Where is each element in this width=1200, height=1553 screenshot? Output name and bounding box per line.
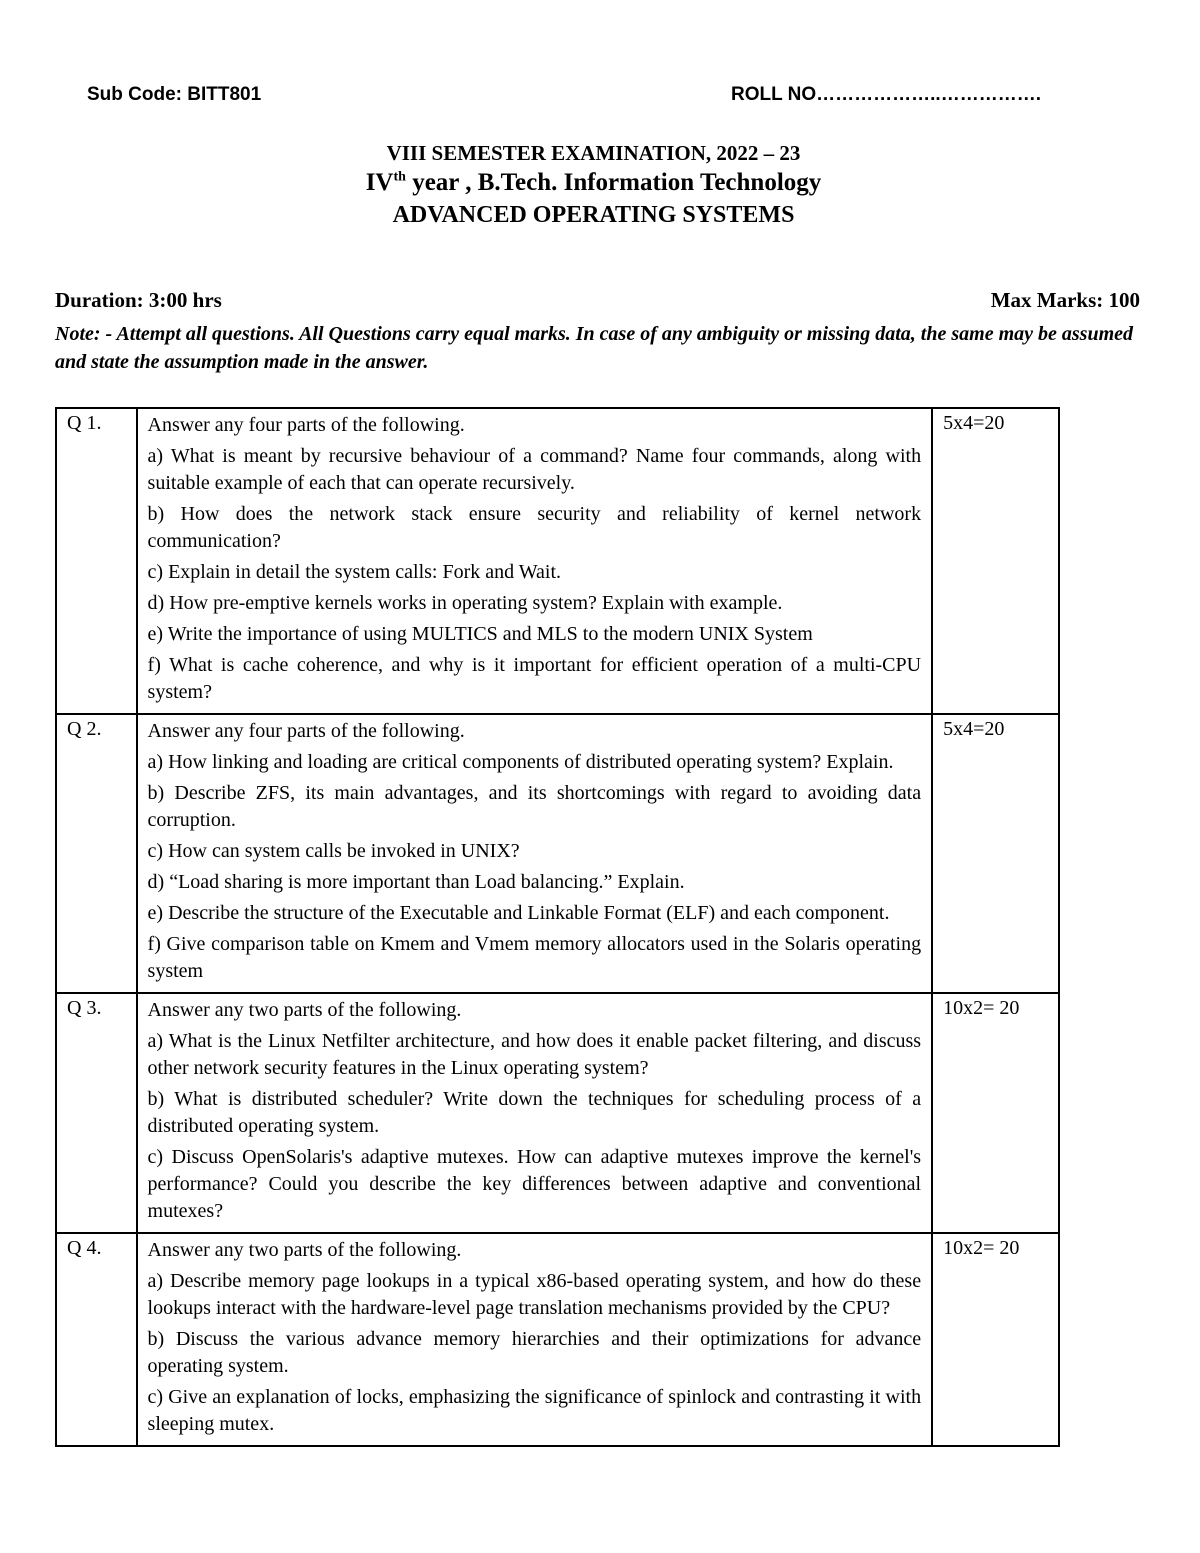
question-instruction: Answer any two parts of the following. [147, 1239, 462, 1261]
question-row [56, 408, 1059, 714]
exam-title: VIII SEMESTER EXAMINATION, 2022 – 23 [386, 141, 801, 165]
course-year [0, 169, 1187, 197]
question-number: Q 1. [56, 408, 137, 714]
question-number: Q 3. [56, 993, 137, 1233]
year-suffix: year , B.Tech. Information Technology [405, 169, 822, 196]
year-sup: th [393, 169, 406, 185]
question-marks: 10x2= 20 [932, 993, 1059, 1233]
question-number: Q 4. [56, 1233, 137, 1446]
questions-table [55, 407, 1060, 1447]
question-part: d) “Load sharing is more important than Load balancing.” Explain. [147, 871, 685, 893]
question-instruction: Answer any four parts of the following. [147, 414, 465, 436]
question-part: e) Describe the structure of the Executable and Linkable Format (ELF) and each component. [147, 902, 890, 924]
question-body [137, 408, 933, 714]
question-row [56, 1233, 1059, 1446]
question-part: b) Discuss the various advance memory hierarchies and their optimizations for advance operating system. [147, 1328, 922, 1377]
exam-note: Note: - Attempt all questions. All Questions carry equal marks. In case of any ambiguity or missing data, the same may be assumed and state the assumption made in the answer. [55, 323, 1134, 373]
question-part: c) Discuss OpenSolaris's adaptive mutexes. How can adaptive mutexes improve the kernel's performance? Could you describe the key differences between adaptive and conventional mutexes? [147, 1146, 922, 1222]
question-marks: 10x2= 20 [932, 1233, 1059, 1446]
question-body [137, 1233, 933, 1446]
question-part: f) What is cache coherence, and why is it important for efficient operation of a multi-CPU system? [147, 654, 922, 703]
question-body [137, 993, 933, 1233]
question-part: c) How can system calls be invoked in UNIX? [147, 840, 520, 862]
question-part: c) Explain in detail the system calls: Fork and Wait. [147, 561, 562, 583]
question-part: c) Give an explanation of locks, emphasizing the significance of spinlock and contrasting it with sleeping mutex. [147, 1386, 922, 1435]
roll-no: ROLL NO………………..……………. [731, 84, 1041, 105]
question-part: d) How pre-emptive kernels works in operating system? Explain with example. [147, 592, 783, 614]
question-number: Q 2. [56, 714, 137, 993]
sub-code: Sub Code: BITT801 [87, 84, 262, 105]
question-marks: 5x4=20 [932, 714, 1059, 993]
question-part: f) Give comparison table on Kmem and Vmem memory allocators used in the Solaris operating system [147, 933, 922, 982]
question-instruction: Answer any four parts of the following. [147, 720, 465, 742]
questions-table-body [56, 408, 1059, 1446]
question-part: a) How linking and loading are critical components of distributed operating system? Explain. [147, 751, 894, 773]
subject-title: ADVANCED OPERATING SYSTEMS [392, 202, 795, 228]
question-part: b) Describe ZFS, its main advantages, and its shortcomings with regard to avoiding data corruption. [147, 782, 922, 831]
question-part: b) What is distributed scheduler? Write down the techniques for scheduling process of a distributed operating system. [147, 1088, 922, 1137]
question-part: a) What is the Linux Netfilter architecture, and how does it enable packet filtering, and discuss other network security features in the Linux operating system? [147, 1030, 922, 1079]
question-part: a) What is meant by recursive behaviour of a command? Name four commands, along with suitable example of each that can operate recursively. [147, 445, 922, 494]
question-part: e) Write the importance of using MULTICS and MLS to the modern UNIX System [147, 623, 813, 645]
question-row [56, 714, 1059, 993]
question-part: a) Describe memory page lookups in a typical x86-based operating system, and how do these lookups interact with the hardware-level page translation mechanisms provided by the CPU? [147, 1270, 922, 1319]
question-row [56, 993, 1059, 1233]
year-prefix: IV [365, 169, 394, 196]
question-body [137, 714, 933, 993]
question-instruction: Answer any two parts of the following. [147, 999, 462, 1021]
question-part: b) How does the network stack ensure security and reliability of kernel network communication? [147, 503, 922, 552]
duration: Duration: 3:00 hrs [55, 288, 222, 312]
max-marks: Max Marks: 100 [990, 288, 1140, 312]
question-marks: 5x4=20 [932, 408, 1059, 714]
